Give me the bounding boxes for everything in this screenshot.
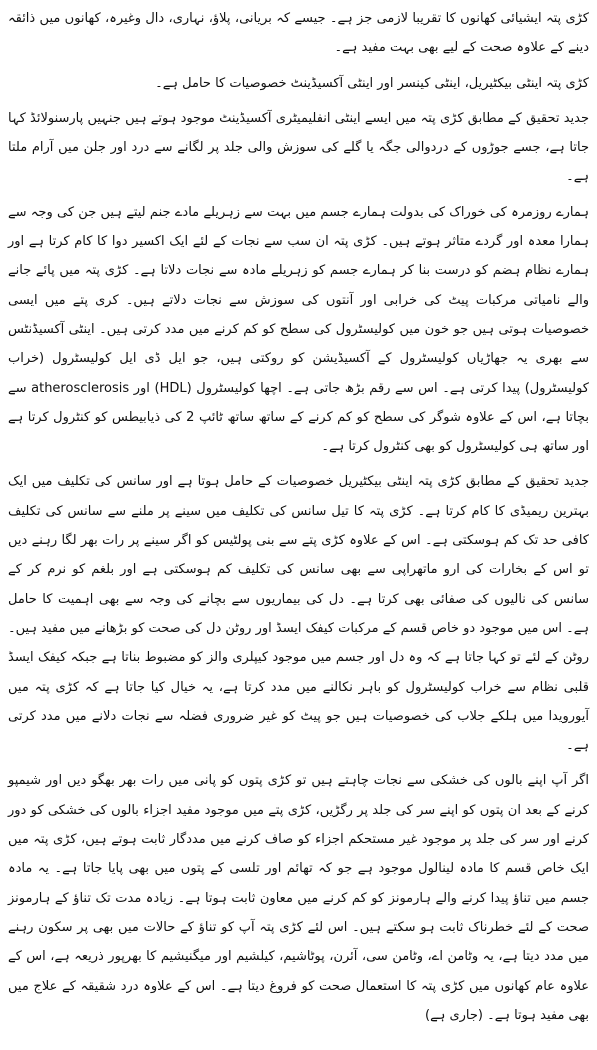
paragraph-digestion-cholesterol: ہمارے روزمرہ کی خوراک کی بدولت ہمارے جسم میں بہت سے زہریلے مادے جنم لیتے ہیں جن کی وجہ سے ہمارا معدہ اور گردے متاثر ہوتے ہیں۔ کڑی پتہ ان سب سے نجات کے لئے ایک اکسیر دوا کا کام کرتا ہے اور ہمارے نظام ہضم کو درست بنا کر ہمارے جسم کو زہریلے مادہ سے نجات دلاتا ہے۔ کڑی پتہ میں پائے جانے والے نامیاتی مرکبات پیٹ کی خرابی اور آنتوں کی سوزش سے نجات دلاتے ہیں۔ کری پتے میں ایسی خصوصیات ہوتی ہیں جو خون میں کولیسٹرول کی سطح کو کم کرنے میں مدد کرتی ہیں۔ اینٹی آکسیڈنٹس سے بھری یہ جھاڑیاں کولیسٹرول کے آکسیڈیشن کو روکتی ہیں، جو ایل ڈی ایل کولیسٹرول (خراب کولیسٹرول) پیدا کرتی ہے۔ اس سے رقم بڑھ جاتی ہے۔ اچھا کولیسٹرول (HDL) اور atherosclerosis سے بچاتا ہے، اس کے علاوہ شوگر کی سطح کو کم کرنے کے ساتھ ساتھ ٹائپ 2 کی ذیابیطس کو کنٹرول کرتا ہے اور ساتھ ہی کولیسٹرول کو بھی کنٹرول کرتا ہے۔ (8, 204, 589, 455)
paragraph-properties: کڑی پتہ اینٹی بیکٹیریل، اینٹی کینسر اور اینٹی آکسیڈینٹ خصوصیات کا حامل ہے۔ (155, 75, 589, 91)
paragraph-respiratory-heart: جدید تحقیق کے مطابق کڑی پتہ اینٹی بیکٹیریل خصوصیات کے حامل ہوتا ہے اور سانس کی تکلیف میں ایک بہترین ریمیڈی کا کام کرتا ہے۔ کڑی پتہ کا تیل سانس کی تکلیف میں سینے پر ملنے سے سانس کی تکلیف کافی حد تک کم ہوسکتی ہے۔ اس کے علاوہ کڑی پتے سے بنی پولٹیس کو اگر سینے پر رات بھر لگا رہنے دیں تو اس کے بخارات کی ارو ماتھراپی سے بھی سانس کی تکلیف کم ہوسکتی ہے اور بلغم کو نرم کر کے سانس کی نالیوں کی صفائی بھی کرتا ہے۔ دل کی بیماریوں سے بچانے کی وجہ سے بھی اہمیت کا حامل ہے۔ اس میں موجود دو خاص قسم کے مرکبات کیفک ایسڈ اور روٹن دل کی صحت کو بڑھانے میں مفید ہیں۔ روٹن کے لئے تو کہا جاتا ہے کہ وہ دل اور جسم میں موجود کیپلری والز کو مضبوط بناتا ہے جبکہ کیفک ایسڈ قلبی نظام سے خراب کولیسٹرول کو باہر نکالنے میں مدد کرتا ہے، یہ خیال کیا جاتا ہے کہ کڑی پتہ میں آیورویدا میں ہلکے جلاب کی خصوصیات ہیں جو پیٹ کو غیر ضروری فضلہ سے نجات دلانے میں مدد کرتی ہے۔ (7, 474, 589, 754)
paragraph-intro: کڑی پتہ ایشیائی کھانوں کا تقریبا لازمی جز ہے۔ جیسے کہ بریانی، پلاؤ، نہاری، دال وغیرہ، کھانوں میں ذائقہ دینے کے علاوہ صحت کے لیے بھی بہت مفید ہے۔ (8, 11, 589, 56)
paragraph-anti-inflammatory: جدید تحقیق کے مطابق کڑی پتہ میں ایسے اینٹی انفلیمیٹری آکسیڈینٹ موجود ہوتے ہیں جنہیں پارسنولائڈ کہا جاتا ہے، جسے جوڑوں کے دردوالی جگہ یا گلے کی سوزش والی جلد پر لگانے سے درد اور جلن میں آرام ملتا ہے۔ (8, 110, 589, 185)
paragraph-hair-stress: اگر آپ اپنے بالوں کی خشکی سے نجات چاہتے ہیں تو کڑی پتوں کو پانی میں رات بھر بھگو دیں اور شیمپو کرنے کے بعد ان پتوں کو اپنے سر کی جلد پر رگڑیں، کڑی پتے میں موجود مفید اجزاء بالوں کی خشکی کو دور کرنے اور سر کی جلد پر موجود غیر مستحکم اجزاء کو صاف کرنے میں مددگار ثابت ہوتے ہیں، کڑی پتہ میں ایک خاص قسم کا مادہ لینالول موجود ہے جو کہ تھائم اور تلسی کے پتوں میں بھی پایا جاتا ہے۔ یہ مادہ جسم میں تناؤ پیدا کرنے والے ہارمونز کو کم کرنے میں معاون ثابت ہوتا ہے۔ زیادہ مدت تک تناؤ کے ہارمونز صحت کے لئے خطرناک ثابت ہو سکتے ہیں۔ اس لئے کڑی پتہ آپ کو تناؤ کے حالات میں بھی پر سکون رہنے میں مدد دیتا ہے، یہ وٹامن اے، وٹامن سی، آئرن، پوٹاشیم، کیلشیم اور میگنیشیم کا بھرپور ذریعہ ہے، اس کے علاوہ عام کھانوں میں کڑی پتہ کا استعمال صحت کو فروغ دیتا ہے۔ اس کے علاوہ درد شقیقہ کے علاج میں بھی مفید ہوتا ہے۔ (جاری ہے) (8, 773, 589, 1023)
